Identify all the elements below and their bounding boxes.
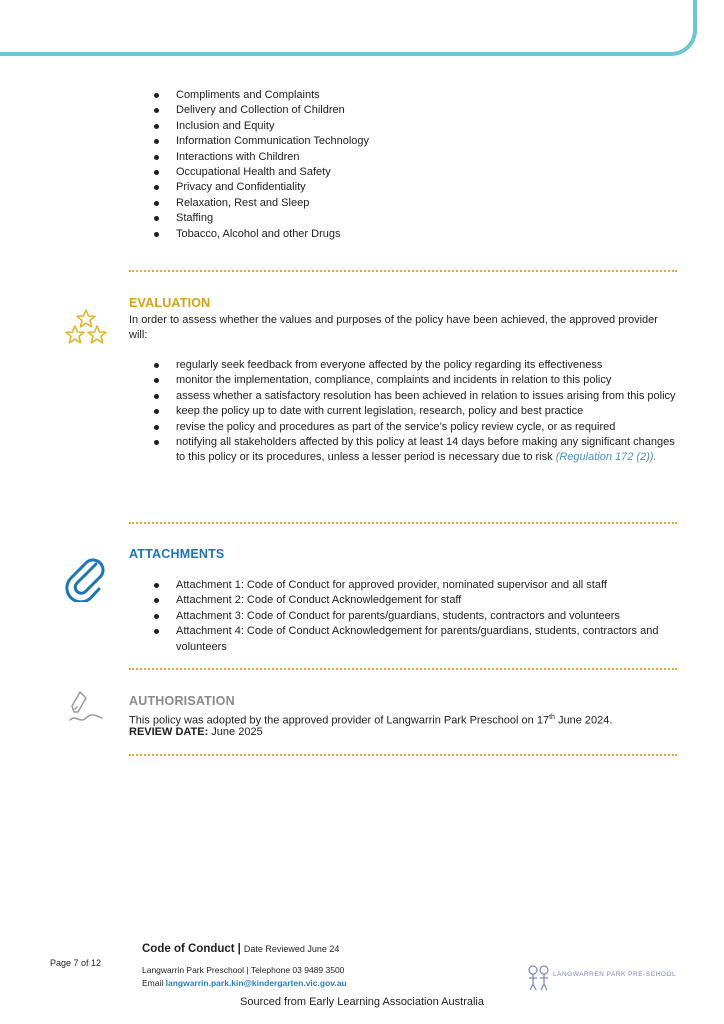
authorisation-text-main: This policy was adopted by the approved provider of Langwarrin Park Preschool on 17: [129, 714, 550, 727]
evaluation-item-text: notifying all stakeholders affected by this policy at least 14 days before making any significant changes to this policy or its procedures, unless a lesser period is necessary due to risk: [176, 436, 675, 464]
attachment-item: [129, 609, 677, 624]
evaluation-item: [129, 435, 677, 466]
policy-item: [129, 165, 689, 180]
policy-item-text: Occupational Health and Safety: [176, 166, 331, 179]
policy-item: [129, 134, 689, 149]
document-title: Code of Conduct: [142, 943, 235, 955]
email-link[interactable]: langwarrin.park.kin@kindergarten.vic.gov.au: [165, 978, 347, 988]
evaluation-heading: EVALUATION: [129, 296, 211, 310]
preschool-logo-icon: [524, 962, 554, 995]
attachment-item-text: Attachment 3: Code of Conduct for parents/guardians, students, contractors and volunteers: [176, 609, 620, 622]
attachments-heading: ATTACHMENTS: [129, 547, 225, 561]
policy-item: [129, 180, 689, 195]
attachment-item-text: Attachment 4: Code of Conduct Acknowledgement for parents/guardians, students, contractors and volunteers: [176, 625, 659, 653]
date-superscript: th: [549, 714, 555, 721]
section-divider: [129, 754, 677, 756]
attachment-item-text: Attachment 1: Code of Conduct for approved provider, nominated supervisor and all staff: [176, 579, 607, 591]
policy-item: [129, 88, 689, 103]
attachment-item: [129, 593, 677, 608]
evaluation-item: [129, 373, 677, 388]
stars-icon: [64, 308, 108, 349]
policy-item-text: Compliments and Complaints: [176, 89, 320, 101]
policy-item: [129, 227, 689, 242]
policy-item: [129, 103, 689, 118]
policy-item-text: Inclusion and Equity: [176, 119, 275, 132]
policy-item: [129, 196, 689, 211]
policy-item-text: Delivery and Collection of Children: [176, 104, 345, 117]
attachment-item: [129, 624, 677, 655]
evaluation-item: [129, 420, 677, 435]
section-divider: [129, 522, 677, 524]
policy-item-text: Interactions with Children: [176, 150, 300, 163]
footer-title: [142, 943, 339, 955]
attachments-list: [129, 578, 677, 655]
policy-item-text: Relaxation, Rest and Sleep: [176, 196, 310, 209]
evaluation-item: [129, 404, 677, 419]
attachment-item: [129, 578, 677, 593]
org-line: Langwarrin Park Preschool | Telephone 03 9489 3500: [142, 965, 345, 975]
evaluation-item-text: assess whether a satisfactory resolution has been achieved in relation to issues arising from this policy: [176, 389, 676, 402]
authorisation-heading: AUTHORISATION: [129, 694, 235, 708]
evaluation-intro: In order to assess whether the values and purposes of the policy have been achieved, the approved provider will:: [129, 314, 658, 342]
authorisation-text-end: June 2024.: [554, 714, 613, 727]
review-date-value: June 2025: [208, 726, 263, 738]
related-policies-list: [129, 88, 689, 242]
evaluation-item-text: regularly seek feedback from everyone affected by the policy regarding its effectiveness: [176, 359, 603, 371]
paperclip-icon: [63, 556, 109, 605]
policy-item-text: Privacy and Confidentiality: [176, 181, 306, 194]
evaluation-list: [129, 358, 677, 466]
regulation-reference: (Regulation 172 (2)).: [555, 451, 657, 464]
attachment-item-text: Attachment 2: Code of Conduct Acknowledgement for staff: [176, 594, 462, 607]
section-divider: [129, 668, 677, 670]
review-date: [129, 725, 677, 740]
review-date-label: REVIEW DATE:: [129, 726, 209, 738]
evaluation-item: [129, 389, 677, 404]
evaluation-item-text: revise the policy and procedures as part of the service’s policy review cycle, or as required: [176, 420, 616, 433]
policy-item-text: Tobacco, Alcohol and other Drugs: [176, 227, 341, 240]
email-line: [142, 977, 347, 990]
evaluation-item: [129, 358, 677, 373]
page-number: Page 7 of 12: [50, 958, 102, 968]
policy-item-text: Staffing: [176, 212, 214, 225]
policy-item: [129, 119, 689, 134]
title-separator: |: [237, 943, 241, 955]
email-label: Email: [142, 978, 166, 988]
footer-contact: [142, 964, 347, 990]
section-divider: [129, 270, 677, 272]
evaluation-item-text: keep the policy up to date with current legislation, research, policy and best practice: [176, 405, 584, 418]
page-top-frame: [0, 0, 697, 56]
evaluation-item-text: monitor the implementation, compliance, complaints and incidents in relation to this policy: [176, 374, 612, 387]
sourced-note: Sourced from Early Learning Association Australia: [240, 996, 484, 1008]
policy-item-text: Information Communication Technology: [176, 135, 370, 148]
signature-icon: [66, 688, 106, 731]
policy-item: [129, 211, 689, 226]
policy-item: [129, 150, 689, 165]
logo-text: LANGWARREN PARK PRE-SCHOOL: [553, 971, 677, 978]
date-reviewed: Date Reviewed June 24: [243, 944, 340, 954]
